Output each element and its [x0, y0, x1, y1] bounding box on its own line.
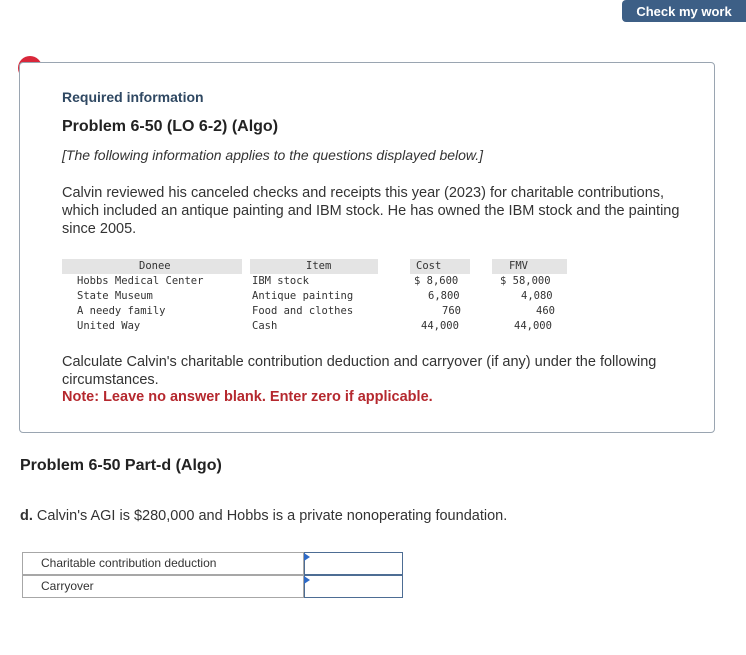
- table-cell: United Way: [77, 320, 141, 332]
- table-cell: 44,000: [514, 320, 552, 332]
- input-marker-icon: [304, 576, 310, 584]
- table-cell: Hobbs Medical Center: [77, 275, 204, 287]
- table-cell: State Museum: [77, 290, 153, 302]
- input-marker-icon: [304, 553, 310, 561]
- problem-title: Problem 6-50 (LO 6-2) (Algo): [62, 118, 279, 135]
- table-cell: 44,000: [421, 320, 459, 332]
- header-item: Item: [306, 260, 332, 272]
- deduction-label: Charitable contribution deduction: [22, 552, 304, 575]
- table-cell: A needy family: [77, 305, 166, 317]
- table-header-bg: [492, 259, 567, 274]
- table-cell: 760: [442, 305, 461, 317]
- part-title: Problem 6-50 Part-d (Algo): [20, 457, 222, 474]
- check-my-work-button[interactable]: Check my work: [622, 0, 746, 22]
- carryover-input[interactable]: [304, 575, 403, 598]
- table-cell: 6,800: [428, 290, 460, 302]
- carryover-label: Carryover: [22, 575, 304, 598]
- table-cell: IBM stock: [252, 275, 309, 287]
- part-question-text: Calvin's AGI is $280,000 and Hobbs is a private nonoperating foundation.: [36, 508, 508, 524]
- deduction-input[interactable]: [304, 552, 403, 575]
- note-text: Note: Leave no answer blank. Enter zero if applicable.: [62, 389, 433, 405]
- table-cell: Antique painting: [252, 290, 354, 302]
- table-cell: Cash: [252, 320, 278, 332]
- required-information-heading: Required information: [62, 89, 204, 105]
- table-cell: $ 8,600: [414, 275, 459, 287]
- table-cell: $ 58,000: [500, 275, 551, 287]
- part-d-question: [20, 508, 507, 524]
- table-cell: Food and clothes: [252, 305, 354, 317]
- part-letter: d.: [20, 508, 33, 524]
- header-cost: Cost: [416, 260, 442, 272]
- applies-note: [The following information applies to the questions displayed below.]: [62, 147, 484, 163]
- table-cell: 460: [536, 305, 555, 317]
- header-donee: Donee: [139, 260, 171, 272]
- table-cell: 4,080: [521, 290, 553, 302]
- header-fmv: FMV: [509, 260, 528, 272]
- calculate-instruction: Calculate Calvin's charitable contribution deduction and carryover (if any) under the following circumstances.: [62, 354, 657, 388]
- problem-paragraph: Calvin reviewed his canceled checks and receipts this year (2023) for charitable contributions, which included an antique painting and IBM stock. He has owned the IBM stock and the painting since 2005.: [62, 185, 680, 237]
